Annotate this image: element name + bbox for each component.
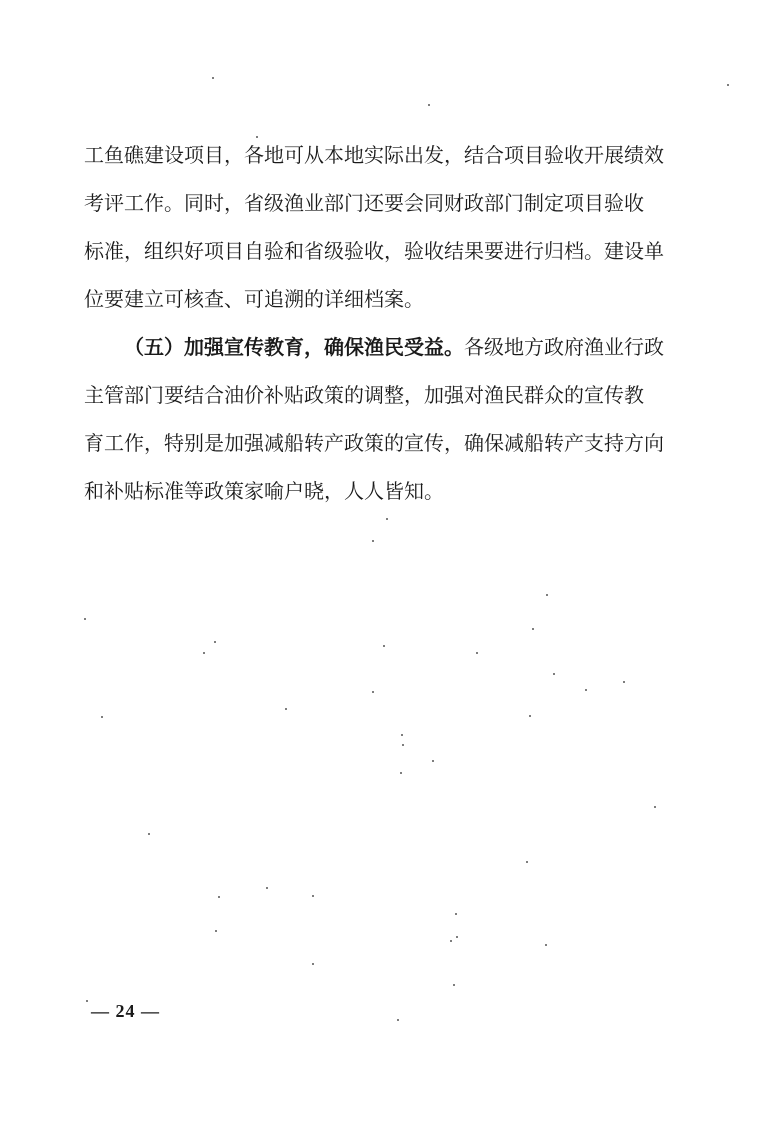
paragraph-line: 考评工作。同时，省级渔业部门还要会同财政部门制定项目验收 [84, 191, 644, 215]
page-number: — 24 — [91, 1001, 160, 1021]
paragraph-line: 和补贴标准等政策家喻户晓，人人皆知。 [84, 479, 444, 503]
paragraph-line: 标准，组织好项目自验和省级验收，验收结果要进行归档。建设单 [84, 239, 664, 263]
paragraph-line: 主管部门要结合油价补贴政策的调整，加强对渔民群众的宣传教 [84, 383, 644, 407]
paragraph-line: 位要建立可核查、可追溯的详细档案。 [84, 287, 424, 311]
section-heading: （五）加强宣传教育，确保渔民受益。 [124, 335, 464, 359]
section-heading-line [84, 323, 684, 371]
body-text [84, 131, 684, 515]
paragraph-line: 育工作，特别是加强减船转产政策的宣传，确保减船转产支持方向 [84, 431, 664, 455]
paragraph-line: 工鱼礁建设项目，各地可从本地实际出发，结合项目验收开展绩效 [84, 143, 664, 167]
section-heading-continuation: 各级地方政府渔业行政 [464, 335, 664, 359]
